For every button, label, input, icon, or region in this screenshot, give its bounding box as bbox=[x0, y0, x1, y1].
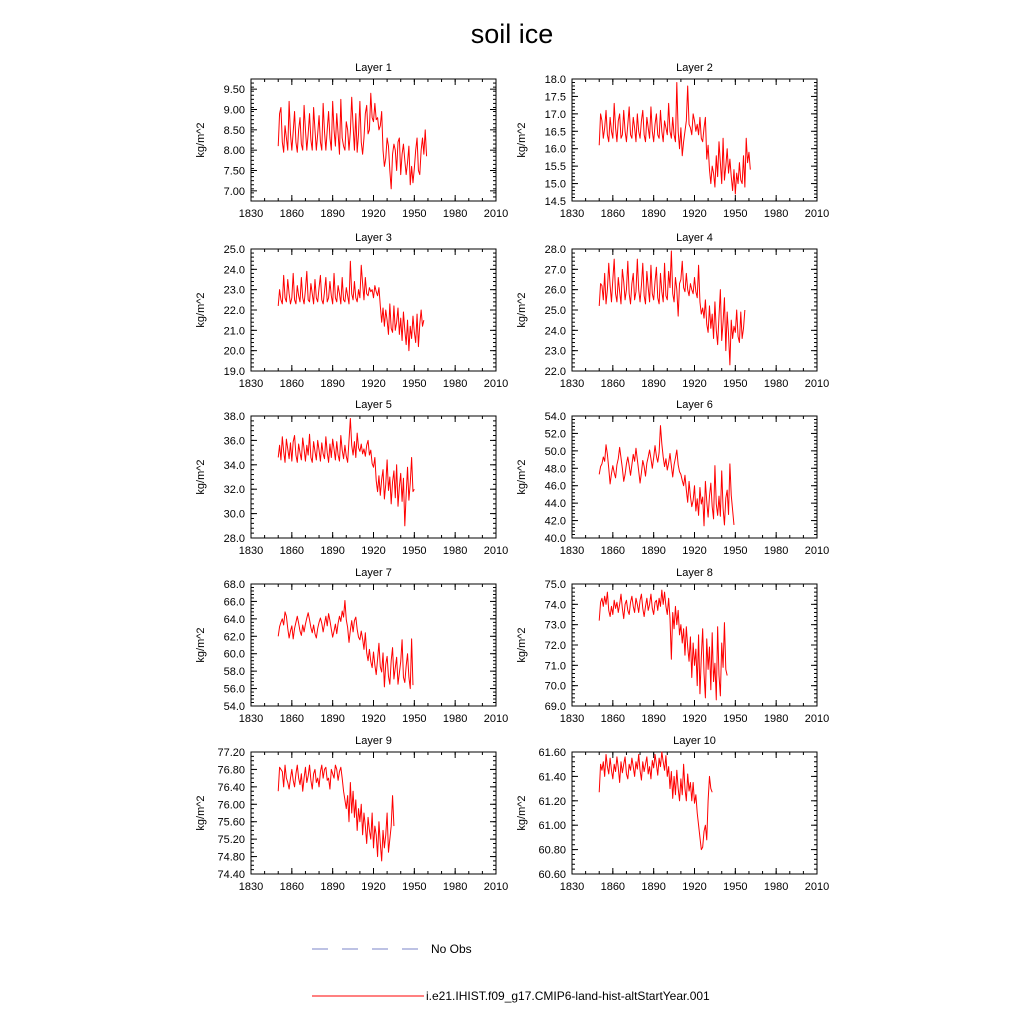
x-tick-label: 1920 bbox=[361, 378, 386, 390]
panel-layer-6 bbox=[516, 399, 829, 557]
y-axis-label: kg/m^2 bbox=[195, 122, 207, 158]
panel-title: Layer 5 bbox=[355, 399, 392, 411]
series-line bbox=[278, 418, 414, 525]
panel-layer-10 bbox=[516, 735, 829, 893]
x-tick-label: 1980 bbox=[763, 378, 789, 390]
y-tick-label: 50.0 bbox=[544, 445, 566, 458]
x-tick-label: 1980 bbox=[763, 881, 789, 893]
y-axis-label: kg/m^2 bbox=[516, 122, 528, 158]
x-tick-label: 1950 bbox=[723, 545, 748, 557]
x-tick-label: 1980 bbox=[763, 545, 789, 557]
y-tick-label: 61.40 bbox=[538, 771, 566, 784]
y-tick-label: 24.0 bbox=[544, 325, 566, 338]
y-axis-label: kg/m^2 bbox=[516, 292, 528, 328]
plot-frame bbox=[251, 752, 496, 874]
x-tick-label: 1920 bbox=[682, 881, 707, 893]
panel-layer-9 bbox=[195, 735, 508, 893]
y-tick-label: 71.0 bbox=[544, 660, 566, 673]
plot-frame bbox=[572, 416, 817, 538]
y-tick-label: 28.0 bbox=[223, 533, 245, 545]
x-tick-label: 1830 bbox=[559, 881, 585, 893]
y-tick-label: 61.00 bbox=[538, 820, 566, 833]
y-axis-label: kg/m^2 bbox=[516, 795, 528, 831]
x-tick-label: 1980 bbox=[442, 713, 468, 725]
y-tick-label: 76.00 bbox=[217, 799, 245, 812]
panel-layer-1 bbox=[195, 62, 508, 220]
x-tick-label: 1950 bbox=[723, 881, 748, 893]
x-tick-label: 2010 bbox=[804, 713, 830, 725]
y-tick-label: 25.0 bbox=[544, 305, 566, 317]
plot-frame bbox=[572, 584, 817, 706]
panel-title: Layer 2 bbox=[676, 62, 713, 74]
y-tick-label: 54.0 bbox=[544, 411, 566, 423]
x-tick-label: 1890 bbox=[320, 378, 345, 390]
x-tick-label: 1860 bbox=[279, 713, 305, 725]
plot-frame bbox=[251, 249, 496, 371]
series-line bbox=[599, 426, 734, 526]
y-tick-label: 21.0 bbox=[223, 325, 245, 338]
x-tick-label: 1950 bbox=[723, 378, 748, 390]
x-tick-label: 1980 bbox=[442, 378, 468, 390]
series-line bbox=[278, 261, 424, 350]
y-tick-label: 7.50 bbox=[223, 165, 245, 178]
y-tick-label: 17.5 bbox=[544, 91, 566, 104]
y-tick-label: 16.5 bbox=[544, 126, 566, 139]
y-tick-label: 44.0 bbox=[544, 498, 566, 511]
y-tick-label: 22.0 bbox=[223, 305, 245, 317]
x-tick-label: 1920 bbox=[361, 545, 386, 557]
y-tick-label: 19.0 bbox=[223, 366, 245, 378]
y-tick-label: 23.0 bbox=[223, 284, 245, 297]
x-tick-label: 1950 bbox=[723, 208, 748, 220]
y-tick-label: 58.0 bbox=[223, 666, 245, 679]
y-tick-label: 9.50 bbox=[223, 84, 245, 97]
panel-title: Layer 7 bbox=[355, 567, 392, 579]
y-tick-label: 36.0 bbox=[223, 435, 245, 448]
y-tick-label: 23.0 bbox=[544, 345, 566, 358]
y-tick-label: 48.0 bbox=[544, 463, 566, 476]
legend bbox=[312, 942, 710, 1003]
x-tick-label: 1890 bbox=[641, 208, 666, 220]
x-tick-label: 1890 bbox=[320, 713, 345, 725]
panel-layer-8 bbox=[516, 567, 829, 725]
x-tick-label: 1950 bbox=[723, 713, 748, 725]
panel-layer-2 bbox=[516, 62, 829, 220]
y-tick-label: 18.0 bbox=[544, 74, 566, 86]
x-tick-label: 1830 bbox=[559, 713, 585, 725]
x-tick-label: 2010 bbox=[804, 378, 830, 390]
y-tick-label: 60.0 bbox=[223, 648, 245, 661]
x-tick-label: 1830 bbox=[559, 208, 585, 220]
panel-title: Layer 9 bbox=[355, 735, 392, 747]
y-tick-label: 9.00 bbox=[223, 104, 245, 117]
figure-title: soil ice bbox=[470, 19, 554, 49]
y-tick-label: 68.0 bbox=[223, 579, 245, 591]
y-tick-label: 15.5 bbox=[544, 161, 566, 174]
panel-layer-4 bbox=[516, 232, 829, 390]
panel-title: Layer 4 bbox=[676, 232, 713, 244]
x-tick-label: 2010 bbox=[483, 713, 509, 725]
y-tick-label: 74.80 bbox=[217, 851, 245, 864]
y-tick-label: 56.0 bbox=[223, 683, 245, 696]
plot-frame bbox=[251, 584, 496, 706]
y-tick-label: 26.0 bbox=[544, 284, 566, 297]
x-tick-label: 1980 bbox=[763, 713, 789, 725]
x-tick-label: 1830 bbox=[238, 881, 264, 893]
x-tick-label: 1830 bbox=[559, 378, 585, 390]
y-tick-label: 61.60 bbox=[538, 747, 566, 759]
y-tick-label: 64.0 bbox=[223, 613, 245, 626]
y-tick-label: 34.0 bbox=[223, 459, 245, 472]
panel-title: Layer 3 bbox=[355, 232, 392, 244]
x-tick-label: 1860 bbox=[600, 881, 626, 893]
x-tick-label: 1860 bbox=[600, 208, 626, 220]
y-tick-label: 28.0 bbox=[544, 244, 566, 256]
y-tick-label: 76.40 bbox=[217, 781, 245, 794]
y-tick-label: 70.0 bbox=[544, 680, 566, 693]
y-axis-label: kg/m^2 bbox=[195, 459, 207, 495]
x-tick-label: 2010 bbox=[483, 208, 509, 220]
series-line bbox=[278, 93, 426, 189]
y-axis-label: kg/m^2 bbox=[195, 292, 207, 328]
x-tick-label: 1890 bbox=[641, 881, 666, 893]
y-tick-label: 42.0 bbox=[544, 515, 566, 528]
y-tick-label: 75.0 bbox=[544, 579, 566, 591]
y-tick-label: 24.0 bbox=[223, 264, 245, 277]
panel-title: Layer 8 bbox=[676, 567, 713, 579]
x-tick-label: 1890 bbox=[641, 378, 666, 390]
y-tick-label: 16.0 bbox=[544, 143, 566, 156]
series-line bbox=[599, 82, 750, 194]
series-line bbox=[599, 251, 745, 365]
x-tick-label: 1860 bbox=[279, 208, 305, 220]
y-tick-label: 30.0 bbox=[223, 508, 245, 521]
x-tick-label: 1950 bbox=[402, 545, 427, 557]
x-tick-label: 1860 bbox=[279, 378, 305, 390]
x-tick-label: 1920 bbox=[361, 208, 386, 220]
y-tick-label: 72.0 bbox=[544, 640, 566, 652]
panel-title: Layer 1 bbox=[355, 62, 392, 74]
x-tick-label: 1920 bbox=[682, 713, 707, 725]
x-tick-label: 1860 bbox=[279, 881, 305, 893]
y-tick-label: 8.00 bbox=[223, 145, 245, 158]
y-tick-label: 76.80 bbox=[217, 764, 245, 777]
y-tick-label: 52.0 bbox=[544, 428, 566, 441]
panel-layer-7 bbox=[195, 567, 508, 725]
y-tick-label: 60.80 bbox=[538, 844, 566, 857]
y-tick-label: 22.0 bbox=[544, 366, 566, 378]
y-tick-label: 73.0 bbox=[544, 619, 566, 632]
x-tick-label: 1890 bbox=[320, 545, 345, 557]
y-tick-label: 15.0 bbox=[544, 178, 566, 191]
x-tick-label: 1920 bbox=[361, 713, 386, 725]
x-tick-label: 2010 bbox=[804, 881, 830, 893]
y-tick-label: 75.20 bbox=[217, 834, 245, 847]
y-tick-label: 25.0 bbox=[223, 244, 245, 256]
x-tick-label: 1950 bbox=[402, 378, 427, 390]
y-tick-label: 77.20 bbox=[217, 747, 245, 759]
y-tick-label: 69.0 bbox=[544, 701, 566, 713]
x-tick-label: 1890 bbox=[641, 545, 666, 557]
y-tick-label: 14.5 bbox=[544, 196, 566, 208]
y-tick-label: 61.20 bbox=[538, 795, 566, 808]
panel-title: Layer 6 bbox=[676, 399, 713, 411]
x-tick-label: 1890 bbox=[320, 881, 345, 893]
panel-layer-3 bbox=[195, 232, 508, 390]
x-tick-label: 1830 bbox=[238, 713, 264, 725]
y-tick-label: 54.0 bbox=[223, 701, 245, 713]
y-tick-label: 8.50 bbox=[223, 124, 245, 137]
x-tick-label: 1860 bbox=[600, 378, 626, 390]
y-axis-label: kg/m^2 bbox=[195, 795, 207, 831]
y-tick-label: 17.0 bbox=[544, 108, 566, 121]
x-tick-label: 1920 bbox=[682, 378, 707, 390]
x-tick-label: 1980 bbox=[442, 881, 468, 893]
y-tick-label: 74.0 bbox=[544, 599, 566, 612]
x-tick-label: 2010 bbox=[804, 208, 830, 220]
y-axis-label: kg/m^2 bbox=[516, 459, 528, 495]
x-tick-label: 1830 bbox=[238, 208, 264, 220]
y-tick-label: 75.60 bbox=[217, 816, 245, 829]
panels-group bbox=[195, 62, 829, 893]
x-tick-label: 1980 bbox=[442, 545, 468, 557]
x-tick-label: 1950 bbox=[402, 713, 427, 725]
y-tick-label: 66.0 bbox=[223, 596, 245, 609]
y-tick-label: 46.0 bbox=[544, 480, 566, 493]
x-tick-label: 1830 bbox=[238, 378, 264, 390]
y-tick-label: 27.0 bbox=[544, 264, 566, 277]
x-tick-label: 1980 bbox=[442, 208, 468, 220]
x-tick-label: 1830 bbox=[238, 545, 264, 557]
x-tick-label: 1860 bbox=[600, 713, 626, 725]
x-tick-label: 2010 bbox=[804, 545, 830, 557]
x-tick-label: 1920 bbox=[682, 545, 707, 557]
series-line bbox=[278, 601, 413, 689]
y-tick-label: 7.00 bbox=[223, 185, 245, 198]
x-tick-label: 1920 bbox=[682, 208, 707, 220]
panel-layer-5 bbox=[195, 399, 508, 557]
y-tick-label: 60.60 bbox=[538, 869, 566, 881]
legend-obs-label: No Obs bbox=[431, 942, 472, 956]
x-tick-label: 1860 bbox=[279, 545, 305, 557]
plot-frame bbox=[251, 416, 496, 538]
x-tick-label: 1950 bbox=[402, 881, 427, 893]
series-line bbox=[599, 752, 712, 850]
x-tick-label: 2010 bbox=[483, 881, 509, 893]
y-tick-label: 38.0 bbox=[223, 411, 245, 423]
x-tick-label: 1920 bbox=[361, 881, 386, 893]
y-tick-label: 74.40 bbox=[217, 869, 245, 881]
y-tick-label: 32.0 bbox=[223, 484, 245, 497]
x-tick-label: 1890 bbox=[641, 713, 666, 725]
x-tick-label: 2010 bbox=[483, 378, 509, 390]
y-axis-label: kg/m^2 bbox=[195, 627, 207, 663]
y-axis-label: kg/m^2 bbox=[516, 627, 528, 663]
legend-model-label: i.e21.IHIST.f09_g17.CMIP6-land-hist-altStartYear.001 bbox=[426, 989, 710, 1003]
y-tick-label: 20.0 bbox=[223, 345, 245, 358]
x-tick-label: 1980 bbox=[763, 208, 789, 220]
x-tick-label: 1950 bbox=[402, 208, 427, 220]
y-tick-label: 40.0 bbox=[544, 533, 566, 545]
series-line bbox=[599, 590, 727, 700]
x-tick-label: 1830 bbox=[559, 545, 585, 557]
panel-title: Layer 10 bbox=[673, 735, 716, 747]
series-line bbox=[278, 765, 394, 861]
x-tick-label: 1860 bbox=[600, 545, 626, 557]
y-tick-label: 62.0 bbox=[223, 631, 245, 644]
x-tick-label: 2010 bbox=[483, 545, 509, 557]
x-tick-label: 1890 bbox=[320, 208, 345, 220]
